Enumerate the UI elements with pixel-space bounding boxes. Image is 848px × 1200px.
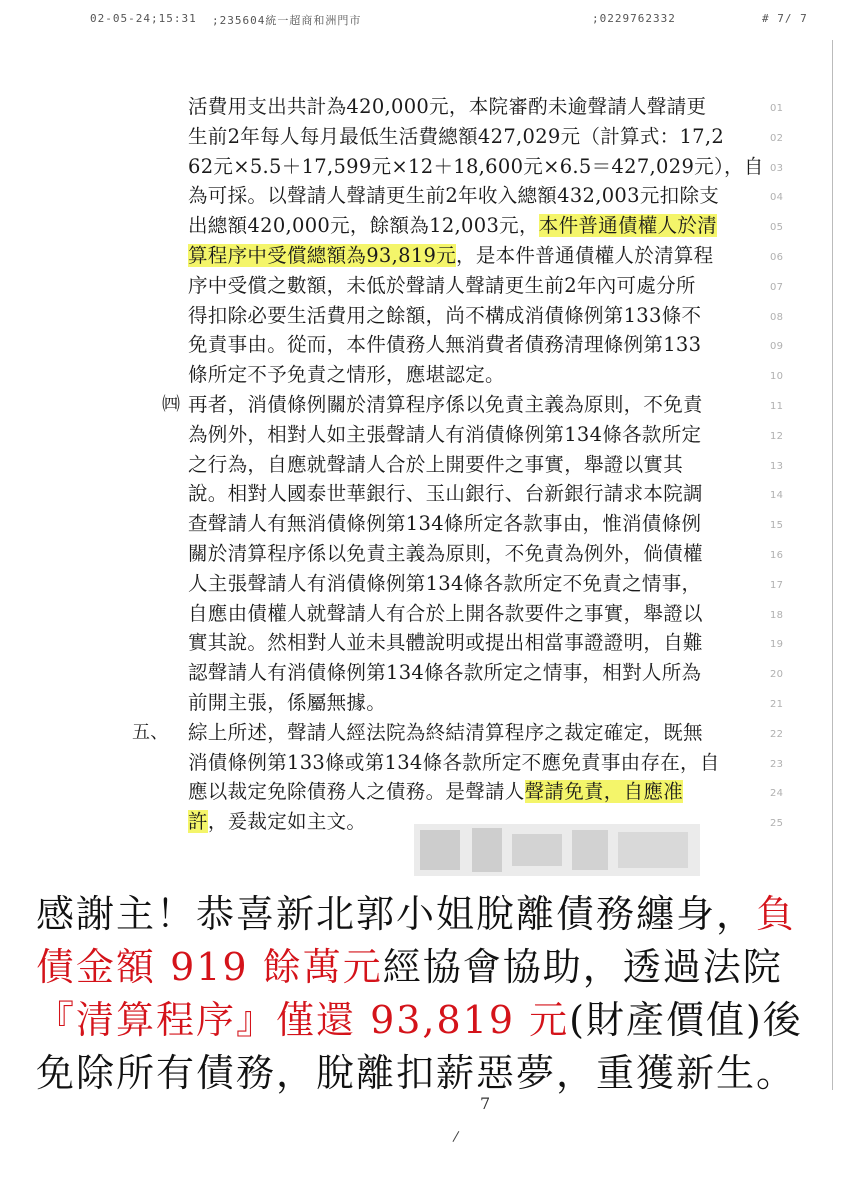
body-line (132, 718, 800, 748)
body-line-text (188, 271, 696, 301)
text-segment: 自應由債權人就聲請人有合於上開各款要件之事實，舉證以 (188, 601, 703, 625)
body-line (140, 688, 800, 718)
line-number: 16 (770, 549, 784, 561)
body-line (140, 152, 800, 182)
body-line (140, 92, 800, 122)
body-line-text (188, 628, 703, 658)
text-segment: 出總額420,000元，餘額為12,003元， (188, 214, 539, 238)
body-line (140, 360, 800, 390)
body-line (140, 748, 800, 778)
announcement-emphasis: 債金額 919 餘萬元 (36, 945, 383, 989)
text-segment: 生前2年每人每月最低生活費總額427,029元（計算式：17,2 (188, 124, 725, 148)
body-line-text (188, 211, 717, 241)
text-segment: 再者，消債條例關於清算程序係以免責主義為原則，不免責 (188, 392, 703, 416)
body-line (140, 509, 800, 539)
line-number: 18 (770, 609, 784, 621)
body-line (140, 628, 800, 658)
body-line-text (188, 718, 703, 748)
highlighted-text: 本件普通債權人於清 (538, 214, 717, 238)
body-line-text (188, 181, 719, 211)
body-line-text (188, 390, 703, 420)
line-number: 01 (770, 103, 784, 114)
line-number: 07 (770, 281, 784, 293)
pen-mark (452, 1131, 464, 1145)
text-segment: 得扣除必要生活費用之餘額，尚不構成消債條例第133條不 (188, 303, 702, 327)
body-line (140, 241, 800, 271)
line-number: 22 (770, 728, 784, 740)
text-segment: ，爰裁定如主文。 (207, 810, 367, 834)
text-segment: 之行為，自應就聲請人合於上開要件之事實，舉證以實其 (188, 452, 684, 476)
body-line (140, 181, 800, 211)
fax-sender: ;235604統一超商和洲門市 (212, 14, 362, 27)
text-segment: 人主張聲請人有消債條例第134條各款所定不免責之情事， (188, 571, 702, 595)
text-segment: 查聲請人有無消債條例第134條所定各款事由，惟消債條例 (188, 512, 702, 536)
text-segment: 應以裁定免除債務人之債務。是聲請人 (188, 780, 525, 804)
body-line-text (188, 539, 703, 569)
text-segment: 前開主張，係屬無據。 (188, 690, 387, 714)
line-number: 04 (770, 192, 784, 204)
line-number: 15 (770, 520, 784, 532)
text-segment: 為例外，相對人如主張聲請人有消債條例第134條各款所定 (188, 422, 702, 446)
body-line (140, 211, 800, 241)
body-line (140, 479, 800, 509)
line-number: 21 (770, 698, 784, 710)
text-segment: 說。相對人國泰世華銀行、玉山銀行、台新銀行請求本院調 (188, 482, 703, 506)
body-line-text (188, 599, 703, 629)
line-number: 05 (770, 222, 784, 234)
body-line-text (188, 807, 366, 837)
line-number: 09 (770, 341, 784, 353)
body-line-text (188, 122, 724, 152)
text-segment: 關於清算程序係以免責主義為原則，不免責為例外，倘債權 (188, 541, 703, 565)
announcement-line (36, 941, 816, 994)
fax-page-count: # 7/ 7 (762, 12, 808, 25)
body-line (140, 390, 800, 420)
announcement-line (36, 994, 816, 1047)
body-line (140, 271, 800, 301)
body-line-text (188, 360, 505, 390)
body-line (140, 539, 800, 569)
body-line-text (188, 92, 706, 122)
text-segment: 活費用支出共計為420,000元，本院審酌未逾聲請人聲請更 (188, 95, 707, 118)
line-number: 11 (770, 400, 784, 412)
body-line (140, 450, 800, 480)
line-number: 10 (770, 371, 784, 383)
highlighted-text: 聲請免責，自應准 (524, 780, 684, 804)
line-number: 03 (770, 162, 784, 174)
text-segment: 綜上所述，聲請人經法院為終結清算程序之裁定確定，既無 (188, 720, 703, 744)
body-line-text (188, 330, 701, 360)
body-line (140, 420, 800, 450)
body-line-text (188, 569, 701, 599)
document-body (132, 92, 800, 837)
body-line-text (188, 241, 713, 271)
body-line (140, 330, 800, 360)
body-line-text (188, 479, 703, 509)
body-line-text (188, 420, 701, 450)
section-marker: 五、 (132, 721, 169, 743)
text-segment: 認聲請人有消債條例第134條各款所定之情事，相對人所為 (188, 661, 702, 685)
line-number: 23 (770, 758, 784, 770)
text-segment: 62元×5.5＋17,599元×12＋18,600元×6.5＝427,029元），自 (188, 154, 764, 178)
line-number: 13 (770, 460, 784, 472)
text-segment: ，是本件普通債權人於清算程 (456, 243, 714, 267)
court-seal-stamp (412, 820, 702, 880)
fax-header (0, 8, 848, 28)
line-number: 14 (770, 490, 784, 502)
announcement-emphasis: 負 (756, 892, 797, 936)
line-number: 20 (770, 669, 784, 681)
body-line-text (188, 748, 720, 778)
line-number: 08 (770, 311, 784, 323)
fax-number: ;0229762332 (592, 12, 676, 25)
announcement (36, 888, 816, 1100)
body-line (140, 122, 800, 152)
fax-timestamp: 02-05-24;15:31 (90, 12, 197, 25)
text-segment: 序中受償之數額，未低於聲請人聲請更生前2年內可處分所 (188, 273, 696, 297)
line-number: 17 (770, 579, 784, 591)
text-segment: 免責事由。從而，本件債務人無消費者債務清理條例第133 (188, 333, 702, 357)
announcement-text: 感謝主！恭喜新北郭小姐脫離債務纏身， (36, 892, 757, 936)
line-number: 12 (770, 430, 784, 442)
scan-edge-line (832, 40, 833, 1090)
page-number: 7 (480, 1094, 491, 1113)
body-line-text (188, 450, 683, 480)
highlighted-text: 許 (188, 810, 208, 834)
announcement-text: 免除所有債務，脫離扣薪惡夢，重獲新生。 (36, 1051, 797, 1095)
text-segment: 實其說。然相對人並未具體說明或提出相當事證證明，自難 (188, 631, 703, 655)
body-line (140, 301, 800, 331)
announcement-line (36, 888, 816, 941)
announcement-emphasis: 『清算程序』僅還 93,819 元 (36, 998, 570, 1042)
body-line (140, 599, 800, 629)
body-line-text (188, 688, 386, 718)
body-line (140, 777, 800, 807)
line-number: 02 (770, 132, 784, 144)
section-marker: ㈣ (162, 393, 181, 415)
line-number: 06 (770, 251, 784, 263)
body-line (140, 658, 800, 688)
line-number: 25 (770, 818, 784, 830)
body-line (140, 569, 800, 599)
text-segment: 條所定不予免責之情形，應堪認定。 (188, 363, 505, 387)
body-line-text (188, 152, 764, 182)
text-segment: 為可採。以聲請人聲請更生前2年收入總額432,003元扣除支 (188, 184, 720, 208)
body-line-text (188, 301, 701, 331)
line-number: 24 (770, 788, 784, 800)
highlighted-text: 算程序中受償總額為93,819元 (188, 243, 457, 267)
line-number: 19 (770, 639, 784, 651)
body-line-text (188, 777, 683, 807)
body-line-text (188, 658, 701, 688)
body-line-text (188, 509, 701, 539)
text-segment: 消債條例第133條或第134條各款所定不應免責事由存在，自 (188, 750, 720, 774)
announcement-line (36, 1047, 816, 1100)
announcement-text: 經協會協助，透過法院 (382, 945, 783, 989)
announcement-text: (財產價值)後 (569, 998, 803, 1042)
